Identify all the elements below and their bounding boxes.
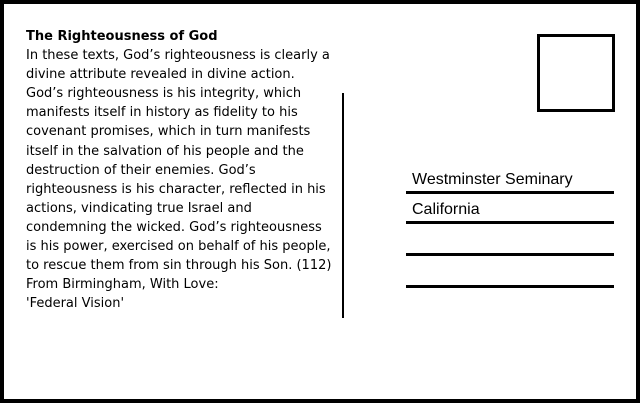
message-signature: 'Federal Vision' (26, 296, 125, 312)
stamp-box (537, 34, 615, 112)
message-area (26, 27, 336, 313)
address-line-1 (406, 159, 614, 194)
address-line-4 (406, 260, 614, 288)
center-divider (342, 93, 344, 318)
address-line-1-text: Westminster Seminary (412, 171, 573, 188)
message-body: In these texts, God’s righteousness is clearly a divine attribute revealed in divine action. God’s righteousness is his integrity, which manifests itself in history as fidelity to his covenant promises, which in turn manifests itself in the salvation of his people and the destruction of their enemies. God’s righteousness is his character, reflected in his actions, vindicating true Israel and condemning the wicked. God’s righteousness is his power, exercised on behalf of his people, to rescue them from sin through his Son. (112) (26, 48, 332, 274)
message-title: The Righteousness of God (26, 29, 218, 44)
address-line-3 (406, 229, 614, 256)
message-signoff: From Birmingham, With Love: (26, 277, 219, 293)
address-line-2 (406, 194, 614, 224)
address-line-2-text: California (412, 201, 480, 218)
